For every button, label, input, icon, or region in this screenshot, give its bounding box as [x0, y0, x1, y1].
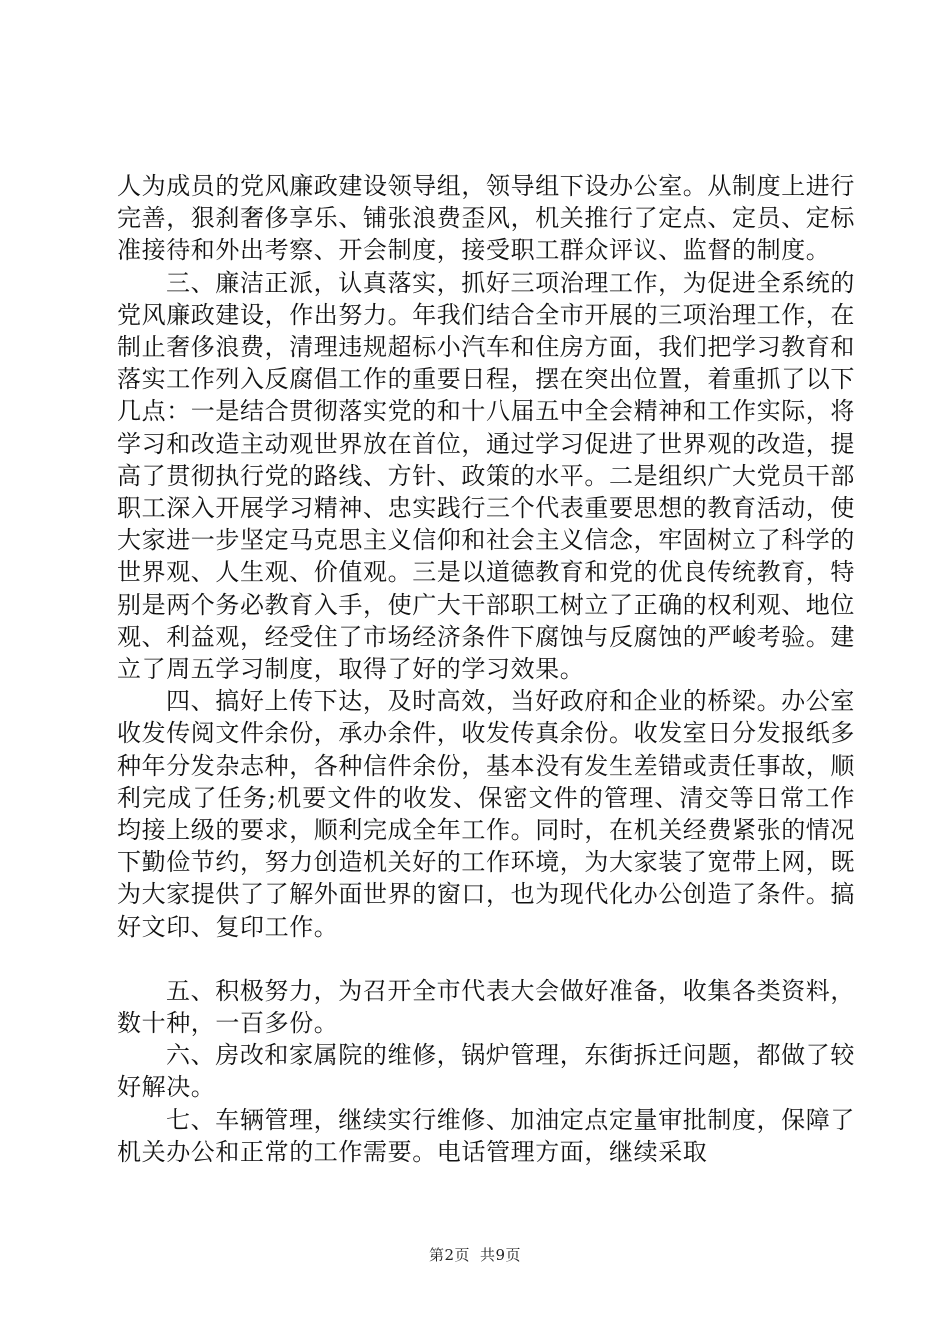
page-number: 第2页: [428, 1246, 470, 1264]
paragraph-4: 五、积极努力，为召开全市代表大会做好准备，收集各类资料，数十种，一百多份。: [117, 976, 855, 1038]
page-total: 共9页: [480, 1246, 522, 1264]
paragraph-3: 四、搞好上传下达，及时高效，当好政府和企业的桥梁。办公室收发传阅文件余份，承办余件，收发传真余份。收发室日分发报纸多种年分发杂志种，各种信件余份，基本没有发生差错或责任事故，顺利完成了任务;机要文件的收发、保密文件的管理、清交等日常工作均接上级的要求，顺利完成全年工作。同时，在机关经费紧张的情况下勤俭节约，努力创造机关好的工作环境，为大家装了宽带上网，既为大家提供了了解外面世界的窗口，也为现代化办公创造了条件。搞好文印、复印工作。: [117, 687, 855, 941]
page-footer: [0, 1244, 950, 1265]
paragraph-5: 六、房改和家属院的维修，锅炉管理，东街拆迁问题，都做了较好解决。: [117, 1041, 855, 1102]
paragraph-2: 三、廉洁正派，认真落实，抓好三项治理工作，为促进全系统的党风廉政建设，作出努力。年我们结合全市开展的三项治理工作，在制止奢侈浪费，清理违规超标小汽车和住房方面，我们把学习教育和落实工作列入反腐倡工作的重要日程，摆在突出位置，着重抓了以下几点：一是结合贯彻落实党的和十八届五中全会精神和工作实际，将学习和改造主动观世界放在首位，通过学习促进了世界观的改造，提高了贯彻执行党的路线、方针、政策的水平。二是组织广大党员干部职工深入开展学习精神、忠实践行三个代表重要思想的教育活动，使大家进一步坚定马克思主义信仰和社会主义信念，牢固树立了科学的世界观、人生观、价值观。三是以道德教育和党的优良传统教育，特别是两个务必教育入手，使广大干部职工树立了正确的权利观、地位观、利益观，经受住了市场经济条件下腐蚀与反腐蚀的严峻考验。建立了周五学习制度，取得了好的学习效果。: [117, 268, 855, 684]
document-body: [117, 170, 855, 1168]
paragraph-6: 七、车辆管理，继续实行维修、加油定点定量审批制度，保障了机关办公和正常的工作需要。电话管理方面，继续采取: [117, 1105, 855, 1166]
paragraph-1: 人为成员的党风廉政建设领导组，领导组下设办公室。从制度上进行完善，狠刹奢侈享乐、铺张浪费歪风，机关推行了定点、定员、定标准接待和外出考察、开会制度，接受职工群众评议、监督的制度。: [117, 172, 855, 265]
